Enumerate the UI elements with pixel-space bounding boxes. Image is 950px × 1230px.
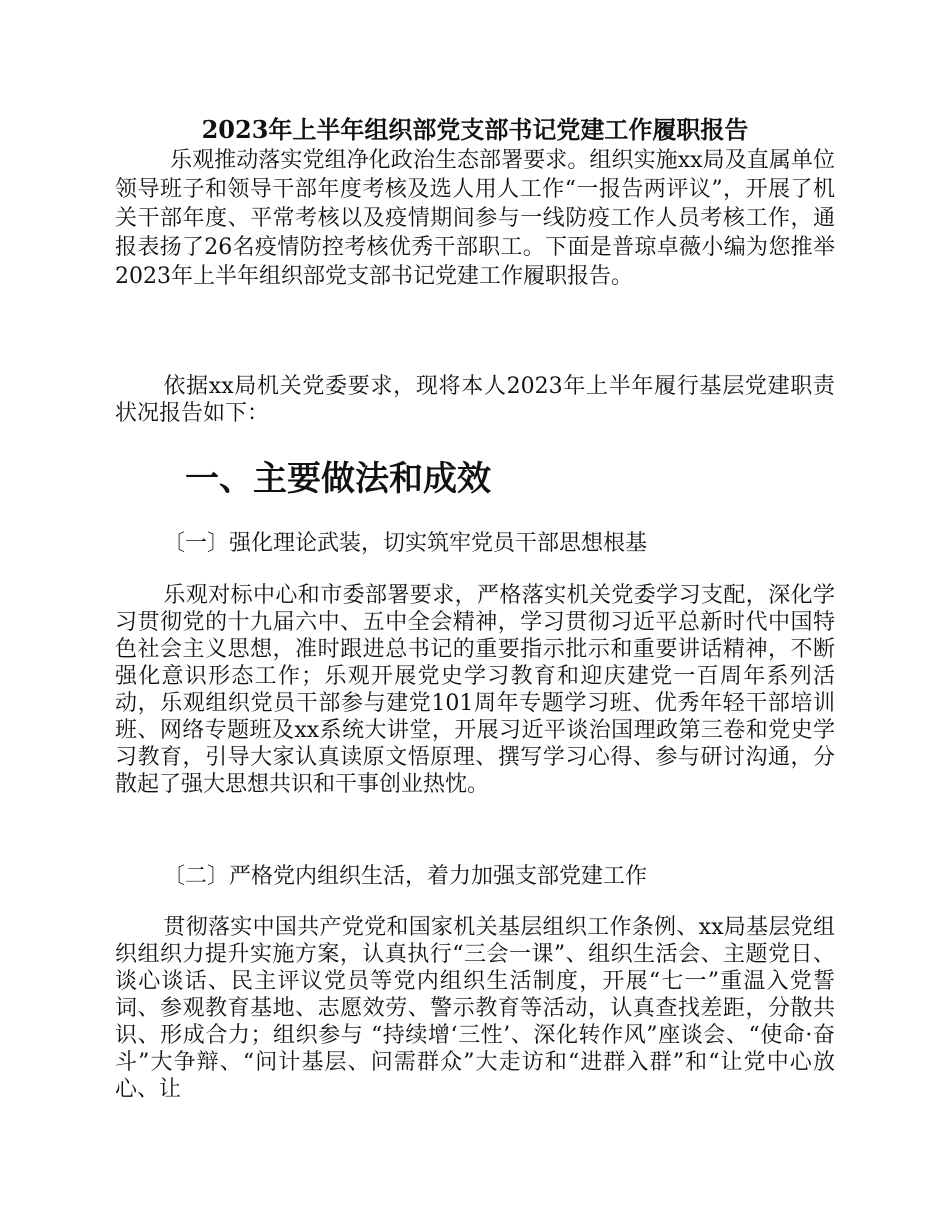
section-heading: 一、主要做法和成效	[185, 459, 491, 499]
body-paragraph-1: 乐观对标中心和市委部署要求，严格落实机关党委学习支配，深化学习贯彻党的十九届六中、五中全会精神，学习贯彻习近平总新时代中国特色社会主义思想，准时跟进总书记的重要指示批示和重要讲话精神，不断强化意识形态工作；乐观开展党史学习教育和迎庆建党一百周年系列活动，乐观组织党员干部参与建党101周年专题学习班、优秀年轻干部培训班、网络专题班及xx系统大讲堂，开展习近平谈治国理政第三卷和党史学习教育，引导大家认真读原文悟原理、撰写学习心得、参与研讨沟通，分散起了强大思想共识和干事创业热忱。	[115, 583, 835, 797]
sub-heading-2: 〔二〕严格党内组织生活，着力加强支部党建工作	[163, 864, 648, 889]
intro-paragraph: 乐观推动落实党组净化政治生态部署要求。组织实施xx局及直属单位领导班子和领导干部年度考核及选人用人工作“一报告两评议”，开展了机关干部年度、平常考核以及疫情期间参与一线防疫工作人员考核工作，通报表扬了26名疫情防控考核优秀干部职工。下面是普琼卓薇小编为您推举2023年上半年组织部党支部书记党建工作履职报告。	[115, 148, 835, 289]
body-paragraph-2: 贯彻落实中国共产党党和国家机关基层组织工作条例、xx局基层党组织组织力提升实施方案，认真执行“三会一课”、组织生活会、主题党日、谈心谈话、民主评议党员等党内组织生活制度，开展“七一”重温入党誓词、参观教育基地、志愿效劳、警示教育等活动，认真查找差距，分散共识、形成合力；组织参与 “持续增‘三性’、深化转作风”座谈会、“使命·奋斗”大争辩、“问计基层、问需群众”大走访和“进群入群”和“让党中心放心、让	[115, 915, 835, 1102]
basis-paragraph: 依据xx局机关党委要求，现将本人2023年上半年履行基层党建职责状况报告如下：	[115, 374, 835, 426]
document-title: 2023年上半年组织部党支部书记党建工作履职报告	[201, 115, 749, 144]
sub-heading-1: 〔一〕强化理论武装，切实筑牢党员干部思想根基	[163, 531, 648, 556]
